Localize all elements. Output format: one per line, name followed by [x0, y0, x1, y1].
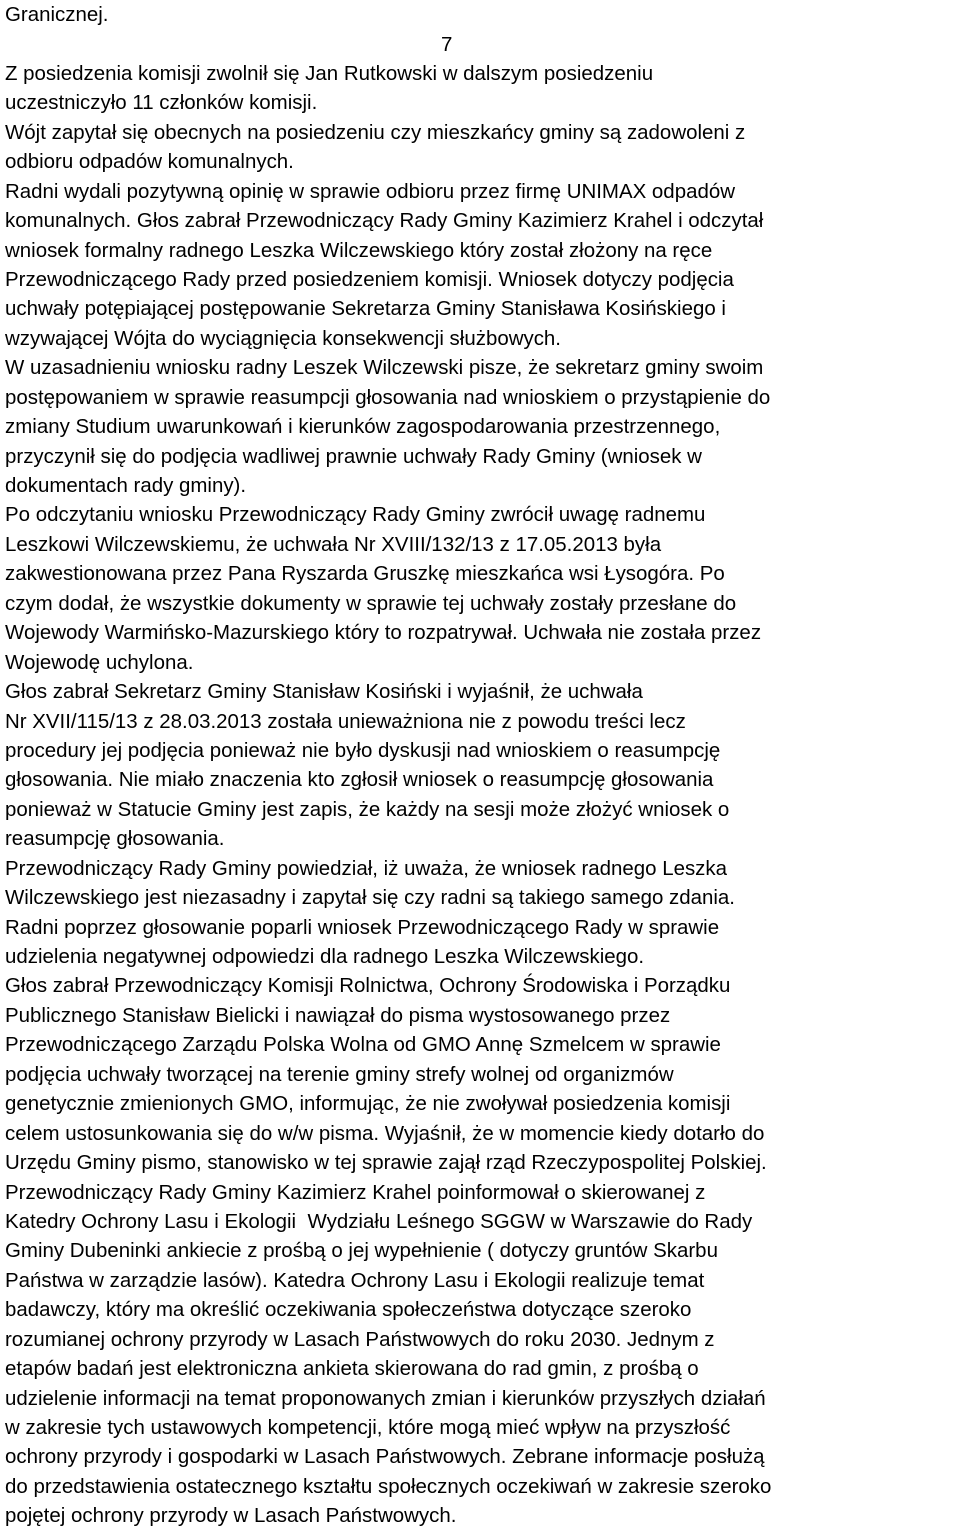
text-line: Leszkowi Wilczewskiemu, że uchwała Nr XVIII/132/13 z 17.05.2013 była — [5, 532, 662, 556]
text-line: rozumianej ochrony przyrody w Lasach Państwowych do roku 2030. Jednym z — [5, 1327, 715, 1351]
text-line: zmiany Studium uwarunkowań i kierunków zagospodarowania przestrzennego, — [5, 415, 721, 439]
text-line: Przewodniczącego Zarządu Polska Wolna od GMO Annę Szmelcem w sprawie — [5, 1033, 721, 1057]
text-line: Państwa w zarządzie lasów). Katedra Ochrony Lasu i Ekologii realizuje temat — [5, 1268, 705, 1292]
text-line: komunalnych. Głos zabrał Przewodniczący Rady Gminy Kazimierz Krahel i odczytał — [5, 209, 764, 233]
page-number: 7 — [441, 33, 453, 56]
text-line: uchwały potępiającej postępowanie Sekretarza Gminy Stanisława Kosińskiego i — [5, 297, 726, 321]
text-line: Wilczewskiego jest niezasadny i zapytał się czy radni są takiego samego zdania. — [5, 886, 735, 910]
text-line: Głos zabrał Sekretarz Gminy Stanisław Kosiński i wyjaśnił, że uchwała — [5, 680, 643, 704]
text-line: wniosek formalny radnego Leszka Wilczewskiego który został złożony na ręce — [5, 238, 713, 262]
text-line: badawczy, który ma określić oczekiwania społeczeństwa dotyczące szeroko — [5, 1298, 692, 1322]
text-line: uczestniczyło 11 członków komisji. — [5, 91, 318, 115]
text-line: udzielenie informacji na temat proponowanych zmian i kierunków przyszłych działań — [5, 1386, 766, 1410]
text-line: genetycznie zmienionych GMO, informując, że nie zwoływał posiedzenia komisji — [5, 1092, 731, 1116]
text-line: zakwestionowana przez Pana Ryszarda Gruszkę mieszkańca wsi Łysogóra. Po — [5, 562, 725, 586]
text-line: procedury jej podjęcia ponieważ nie było dyskusji nad wnioskiem o reasumpcję — [5, 738, 721, 762]
text-line: etapów badań jest elektroniczna ankieta skierowana do rad gmin, z prośbą o — [5, 1357, 699, 1381]
text-line: Katedry Ochrony Lasu i Ekologii Wydziału Leśnego SGGW w Warszawie do Rady — [5, 1209, 753, 1233]
text-line: odbioru odpadów komunalnych. — [5, 150, 294, 174]
text-line: ponieważ w Statucie Gminy jest zapis, że każdy na sesji może złożyć wniosek o — [5, 797, 730, 821]
text-line: Wójt zapytał się obecnych na posiedzeniu czy mieszkańcy gminy są zadowoleni z — [5, 120, 746, 144]
text-line: głosowania. Nie miało znaczenia kto zgłosił wniosek o reasumpcję głosowania — [5, 768, 714, 792]
text-line: Przewodniczącego Rady przed posiedzeniem komisji. Wniosek dotyczy podjęcia — [5, 267, 734, 291]
text-line: Przewodniczący Rady Gminy Kazimierz Krahel poinformował o skierowanej z — [5, 1180, 706, 1204]
text-line: reasumpcję głosowania. — [5, 827, 225, 851]
text-line: postępowaniem w sprawie reasumpcji głosowania nad wnioskiem o przystąpienie do — [5, 385, 771, 409]
text-line: Głos zabrał Przewodniczący Komisji Rolnictwa, Ochrony Środowiska i Porządku — [5, 974, 731, 998]
text-line: Wojewodę uchylona. — [5, 650, 194, 674]
text-line: Przewodniczący Rady Gminy powiedział, iż uważa, że wniosek radnego Leszka — [5, 856, 728, 880]
text-line: Publicznego Stanisław Bielicki i nawiązał do pisma wystosowanego przez — [5, 1003, 671, 1027]
text-line: celem ustosunkowania się do w/w pisma. Wyjaśnił, że w momencie kiedy dotarło do — [5, 1121, 765, 1145]
text-line: W uzasadnieniu wniosku radny Leszek Wilczewski pisze, że sekretarz gminy swoim — [5, 356, 764, 380]
text-line: udzielenia negatywnej odpowiedzi dla radnego Leszka Wilczewskiego. — [5, 945, 645, 968]
text-line: Po odczytaniu wniosku Przewodniczący Rady Gminy zwrócił uwagę radnemu — [5, 503, 706, 527]
text-line: wzywającej Wójta do wyciągnięcia konsekwencji służbowych. — [5, 326, 561, 350]
text-line: pojętej ochrony przyrody w Lasach Państwowych. — [5, 1504, 457, 1528]
text-line: podjęcia uchwały tworzącej na terenie gminy strefy wolnej od organizmów — [5, 1062, 674, 1086]
text-line: Radni wydali pozytywną opinię w sprawie odbioru przez firmę UNIMAX odpadów — [5, 179, 735, 203]
text-line: Urzędu Gminy pismo, stanowisko w tej sprawie zajął rząd Rzeczypospolitej Polskiej. — [5, 1151, 767, 1175]
text-line: w zakresie tych ustawowych kompetencji, które mogą mieć wpływ na przyszłość — [5, 1416, 731, 1439]
text-line — [5, 29, 958, 58]
text-line: Gminy Dubeninki ankiecie z prośbą o jej wypełnienie ( dotyczy gruntów Skarbu — [5, 1239, 718, 1263]
text-line: Radni poprzez głosowanie poparli wniosek Przewodniczącego Rady w sprawie — [5, 915, 720, 939]
text-line: Nr XVII/115/13 z 28.03.2013 została unieważniona nie z powodu treści lecz — [5, 709, 686, 733]
text-line: dokumentach rady gminy). — [5, 474, 247, 497]
text-line: Z posiedzenia komisji zwolnił się Jan Rutkowski w dalszym posiedzeniu — [5, 61, 654, 85]
text-line: przyczynił się do podjęcia wadliwej prawnie uchwały Rady Gminy (wniosek w — [5, 444, 702, 468]
document-body — [5, 0, 960, 1531]
text-line: Wojewody Warmińsko-Mazurskiego który to rozpatrywał. Uchwała nie została przez — [5, 621, 762, 645]
text-line: do przedstawienia ostatecznego kształtu społecznych oczekiwań w zakresie szeroko — [5, 1474, 772, 1498]
text-line: czym dodał, że wszystkie dokumenty w sprawie tej uchwały zostały przesłane do — [5, 591, 737, 615]
text-line: ochrony przyrody i gospodarki w Lasach Państwowych. Zebrane informacje posłużą — [5, 1445, 765, 1469]
text-line: Granicznej. — [5, 3, 109, 26]
